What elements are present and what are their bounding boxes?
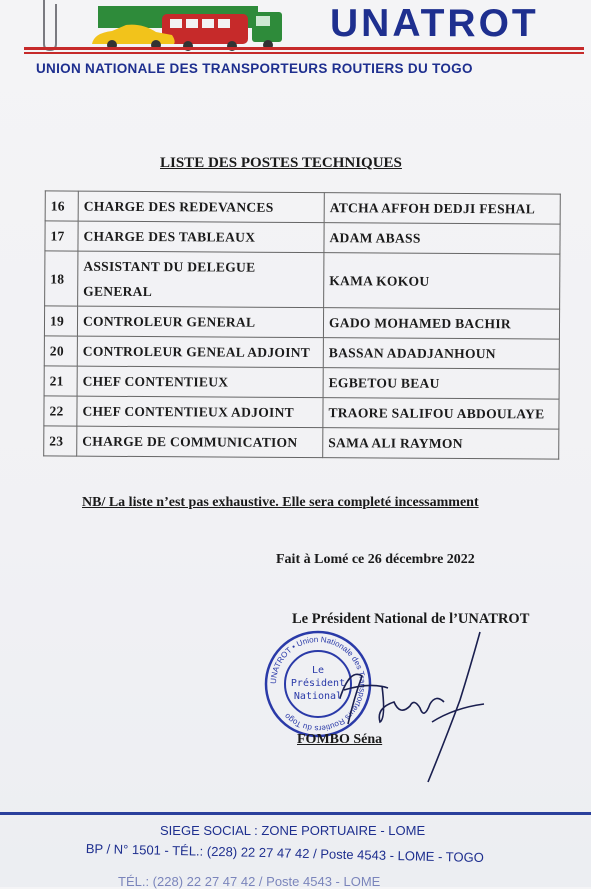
holder-name: GADO MOHAMED BACHIR — [323, 308, 559, 339]
row-number: 16 — [45, 191, 78, 221]
holder-name: BASSAN ADADJANHOUN — [323, 338, 559, 369]
position-title: CONTROLEUR GENERAL — [77, 306, 323, 338]
table-row — [45, 221, 560, 254]
footer-rule — [0, 812, 591, 815]
position-title: ASSISTANT DU DELEGUE GENERAL — [78, 251, 324, 308]
organization-name: UNION NATIONALE DES TRANSPORTEURS ROUTIERS DU TOGO — [36, 61, 473, 76]
position-title: CHEF CONTENTIEUX ADJOINT — [77, 396, 323, 428]
stamp-ring-text: UNATROT • Union Nationale des Transporteurs Routiers du Togo — [268, 634, 368, 734]
document-title: LISTE DES POSTES TECHNIQUES — [160, 155, 402, 171]
footer-address: SIEGE SOCIAL : ZONE PORTUAIRE - LOME — [160, 823, 426, 838]
row-number: 17 — [45, 221, 78, 251]
paper-clip-icon — [36, 0, 66, 52]
table-row — [44, 366, 559, 399]
holder-name: ATCHA AFFOH DEDJI FESHAL — [324, 193, 560, 224]
row-number: 18 — [45, 251, 78, 306]
table-row — [44, 426, 559, 459]
brand-logo-text: UNATROT — [330, 2, 539, 45]
holder-name: SAMA ALI RAYMON — [323, 428, 559, 459]
positions-table — [43, 190, 561, 459]
row-number: 22 — [44, 396, 77, 426]
row-number: 23 — [44, 426, 77, 456]
footer-contact-faded: TÉL.: (228) 22 27 47 42 / Poste 4543 - LOME — [118, 874, 381, 889]
position-title: CONTROLEUR GENEAL ADJOINT — [77, 336, 323, 368]
row-number: 20 — [44, 336, 77, 366]
table-row — [44, 336, 559, 369]
signatory-title: Le Président National de l’UNATROT — [292, 611, 530, 627]
holder-name: KAMA KOKOU — [324, 253, 560, 309]
vehicles-logo — [92, 6, 282, 52]
table-row — [44, 306, 559, 339]
position-title: CHARGE DES REDEVANCES — [78, 191, 324, 223]
table-row — [45, 251, 560, 309]
position-title: CHARGE DES TABLEAUX — [78, 221, 324, 253]
stamp-center-line: National — [293, 691, 343, 702]
holder-name: ADAM ABASS — [324, 223, 560, 254]
header-rule — [24, 52, 584, 54]
handwritten-signature — [320, 628, 500, 788]
table-row — [44, 396, 559, 429]
note-text: NB/ La liste n’est pas exhaustive. Elle sera completé incessamment — [82, 495, 479, 510]
holder-name: TRAORE SALIFOU ABDOULAYE — [323, 398, 559, 429]
signatory-name: FOMBO Séna — [297, 732, 383, 747]
row-number: 21 — [44, 366, 77, 396]
header-rule — [24, 47, 584, 50]
position-title: CHEF CONTENTIEUX — [77, 366, 323, 398]
stamp-center-line: Président — [290, 678, 346, 689]
position-title: CHARGE DE COMMUNICATION — [77, 426, 323, 458]
footer-contact: BP / N° 1501 - TÉL.: (228) 22 27 47 42 / Poste 4543 - LOME - TOGO — [85, 841, 484, 866]
table-row — [45, 191, 560, 224]
place-date: Fait à Lomé ce 26 décembre 2022 — [276, 552, 475, 567]
row-number: 19 — [44, 306, 77, 336]
stamp-center-line: Le — [311, 665, 325, 676]
letterhead — [0, 0, 591, 90]
holder-name: EGBETOU BEAU — [323, 368, 559, 399]
